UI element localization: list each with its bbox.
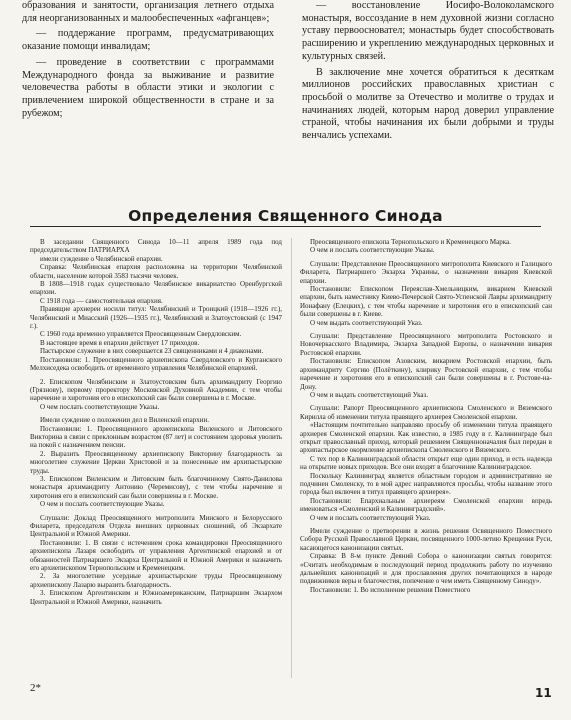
paragraph: Слушали: Представление Преосвященного митрополита Киевского и Галицкого Филарета, Патриаршего Экзарха Украины, о назначении викария Киевской епархии. xyxy=(300,259,552,285)
paragraph: О чем и послать соответствующий Указ. xyxy=(310,513,431,522)
paragraph: Справка: Челябинская епархия расположена на территории Челябинской области, население которой 3583 тысячи человек. xyxy=(30,263,282,280)
paragraph: Слушали: Доклад Преосвященного митрополита Минского и Белорусского Филарета, председателя Отдела внешних церковных сношений, об Экзархате Центральной и Южной Америки. xyxy=(30,513,282,539)
paragraph: С тех пор в Калининградской области открыт еще один приход, и есть надежда на открытие новых приходов. Все они входят в благочиние Калининградское. xyxy=(300,454,552,472)
paragraph: Постановили: Епископом Переяслав-Хмельницким, викарием Киевской епархии, быть наместнику Киево-Печерской Свято-Успенской Лавры архимандриту Ионафану (Елецких), с тем чтобы наречение и хиротония его в епископский сан были совершены в г. Киеве. xyxy=(300,285,552,319)
page-number: 11 xyxy=(535,686,552,700)
paragraph: О чем и послать соответствующие Указы. xyxy=(40,500,165,509)
paragraph: 2. Епископом Челябинским и Златоустовским быть архимандриту Георгию (Грязнову), первому проректору Московской Духовной Академии, с тем чтобы наречение и хиротония его в епископский сан были совершены в г. Москве. xyxy=(30,377,282,403)
paragraph: Имели суждение о положении дел в Виленской епархии. xyxy=(40,416,209,425)
paragraph: О чем послать соответствующие Указы. xyxy=(40,402,160,411)
paragraph: 2. Выразить Преосвященному архиепископу Викторину благодарность за многолетнее служение Церкви Христовой и за понесенные им архипастырские труды. xyxy=(30,449,282,475)
paragraph: Правящие архиереи носили титул: Челябинский и Троицкий (1918—1926 гг.), Челябинский и Миасский (1926—1935 гг.), Челябинский и Златоустовский (с 1947 г.). xyxy=(30,305,282,331)
paragraph: — восстановление Иосифо-Волоколамского монастыря, воссоздание в нем духовной жизни согласно уставу первоосновател; монастырь будет способствовать расширению и укреплению международных церковных и культурных связей. xyxy=(302,0,554,62)
paragraph: Справка: В 8-м пункте Деяний Собора о канонизации святых говорится: «Считать необходимым в последующий период продолжить работу по изучению дальнейших канонизаций и для прославления других почитающихся в народе подвижников веры и благочестия, попечение о чем иметь Священному Синоду». xyxy=(300,552,552,586)
paragraph: Пастырское служение в них совершается 23 священниками и 4 диаконами. xyxy=(40,347,264,356)
paragraph: О чем и послать соответствующие Указы. xyxy=(310,246,435,255)
paragraph: О чем выдать соответствующий Указ. xyxy=(310,318,423,327)
paragraph: О чем и выдать соответствующий Указ. xyxy=(310,390,429,399)
right-column xyxy=(300,238,552,594)
paragraph: Имели суждение о претворении в жизнь решения Освященного Поместного Собора Русской Православной Церкви, посвященного 1000-летию Крещения Руси, касающегося канонизации святых. xyxy=(300,527,552,552)
paragraph: имели суждение о Челябинской епархии. xyxy=(40,254,163,263)
title-divider xyxy=(30,226,541,227)
paragraph: Постановили: 1. В связи с истечением срока командировки Преосвященного архиепископа Лазаря освободить от управления Аргентинской епархией и от обязанностей Патриаршего Экзарха Центральной и Южной Америки и назначить его архиепископом Тернопольским и Кременецким. xyxy=(30,538,282,573)
continued-text-left-column xyxy=(22,0,274,123)
paragraph: Слушали: Рапорт Преосвященного архиепископа Смоленского и Вяземского Кирилла об изменении титула правящего архиерея Смоленской епархии. xyxy=(300,404,552,421)
paragraph: С 1960 года временно управляется Преосвященным Свердловским. xyxy=(40,330,242,339)
paragraph: В заключение мне хочется обратиться к десяткам миллионов российских православных христиан с просьбой о молитве за Отечество и молитве о трудах и начинаниях людей, которым народ доверил управление страной, чтобы начинания их были добрыми и труды венчались успехами. xyxy=(302,66,554,142)
paragraph: В настоящее время в епархии действует 17 приходов. xyxy=(40,338,200,347)
synod-decisions xyxy=(30,238,552,678)
continued-text-right-column xyxy=(302,0,554,146)
paragraph: Постановили: 1. Преосвященного архиепископа Свердловского и Курганского Мелхиседека освободить от временного управления Челябинской епархией. xyxy=(30,355,282,373)
paragraph: — поддержание программ, предусматривающих оказание помощи инвалидам; xyxy=(22,28,274,53)
column-divider xyxy=(291,238,292,678)
paragraph: Постановили: Епископом Азовским, викарием Ростовской епархии, быть архимандриту Сергию (Полёткину), клирику Ростовской епархии, с тем чтобы наречение и хиротония его в епископский сан были совершены в г. Ростове-на-Дону. xyxy=(300,357,552,391)
paragraph: Преосвященного епископа Тернопольского и Кременецкого Марка. xyxy=(310,238,511,246)
section-title: Определения Священного Синода xyxy=(128,207,443,225)
paragraph: 3. Епископом Виленским и Литовским быть благочинному Свято-Даниловa монастыря архимандриту Антонию (Черемисову), с тем чтобы наречение и хиротония его в епископский сан были совершены в г. Москве. xyxy=(30,474,282,500)
left-column xyxy=(30,238,282,606)
paragraph: В 1808—1918 годах существовало Челябинское викариатство Оренбургской епархии. xyxy=(30,280,282,297)
signature-mark: 2* xyxy=(30,682,41,694)
paragraph: — проведение в соответствии с программами Международного фонда за выживание и развитие человечества работы в области этики и экологии с привлечением широкой общественности в стране и за рубежом; xyxy=(22,56,274,119)
paragraph: В заседании Священного Синода 10—11 апреля 1989 года под председательством ПАТРИАРХА xyxy=(30,238,282,255)
paragraph: «Настоящим почтительно направляю просьбу об изменении титула правящего архиерея Смоленской епархии. Как известно, в 1985 году в г. Калининграде был открыт православный приход, который решением Священноначалия был передан в архипастырское окормление архиепископа Смоленского и Вяземского. xyxy=(300,421,552,455)
paragraph: Слушали: Представление Преосвященного митрополита Ростовского и Новочеркасского Владимира, Экзарха Западной Европы, о назначении викария Ростовской епархии. xyxy=(300,332,552,357)
paragraph: С 1918 года — самостоятельная епархия. xyxy=(40,296,163,305)
paragraph: Постановили: 1. Во исполнение решения Поместного xyxy=(310,585,471,594)
paragraph: образования и занятости, организация летнего отдыха для неорганизованных и малообеспеченных «афганцев»; xyxy=(22,0,274,24)
paragraph: Поскольку Калининград является областным городом и административно не подчинен Смоленску, то в мой адрес направляются просьбы, чтобы название этого города был включен в титул правящего архиерея». xyxy=(300,471,552,497)
paragraph: Постановили: 1. Преосвященного архиепископа Виленского и Литовского Викторина в связи с преклонным возрастом (87 лет) и состоянием здоровья уволить на покой с назначением пенсии. xyxy=(30,424,282,450)
paragraph: Постановили: Епархиальным архиереям Смоленской епархии впредь именоваться «Смоленский и Калининградский». xyxy=(300,496,552,514)
paragraph: 3. Епископом Аргентинским и Южноамериканским, Патриаршим Экзархом Центральной и Южной Америки, назначить xyxy=(30,589,282,606)
paragraph: 2. За многолетние усердные архипастырские труды Преосвященному архиепископу Лазарю выразить благодарность. xyxy=(30,572,282,589)
continued-text xyxy=(22,0,554,142)
